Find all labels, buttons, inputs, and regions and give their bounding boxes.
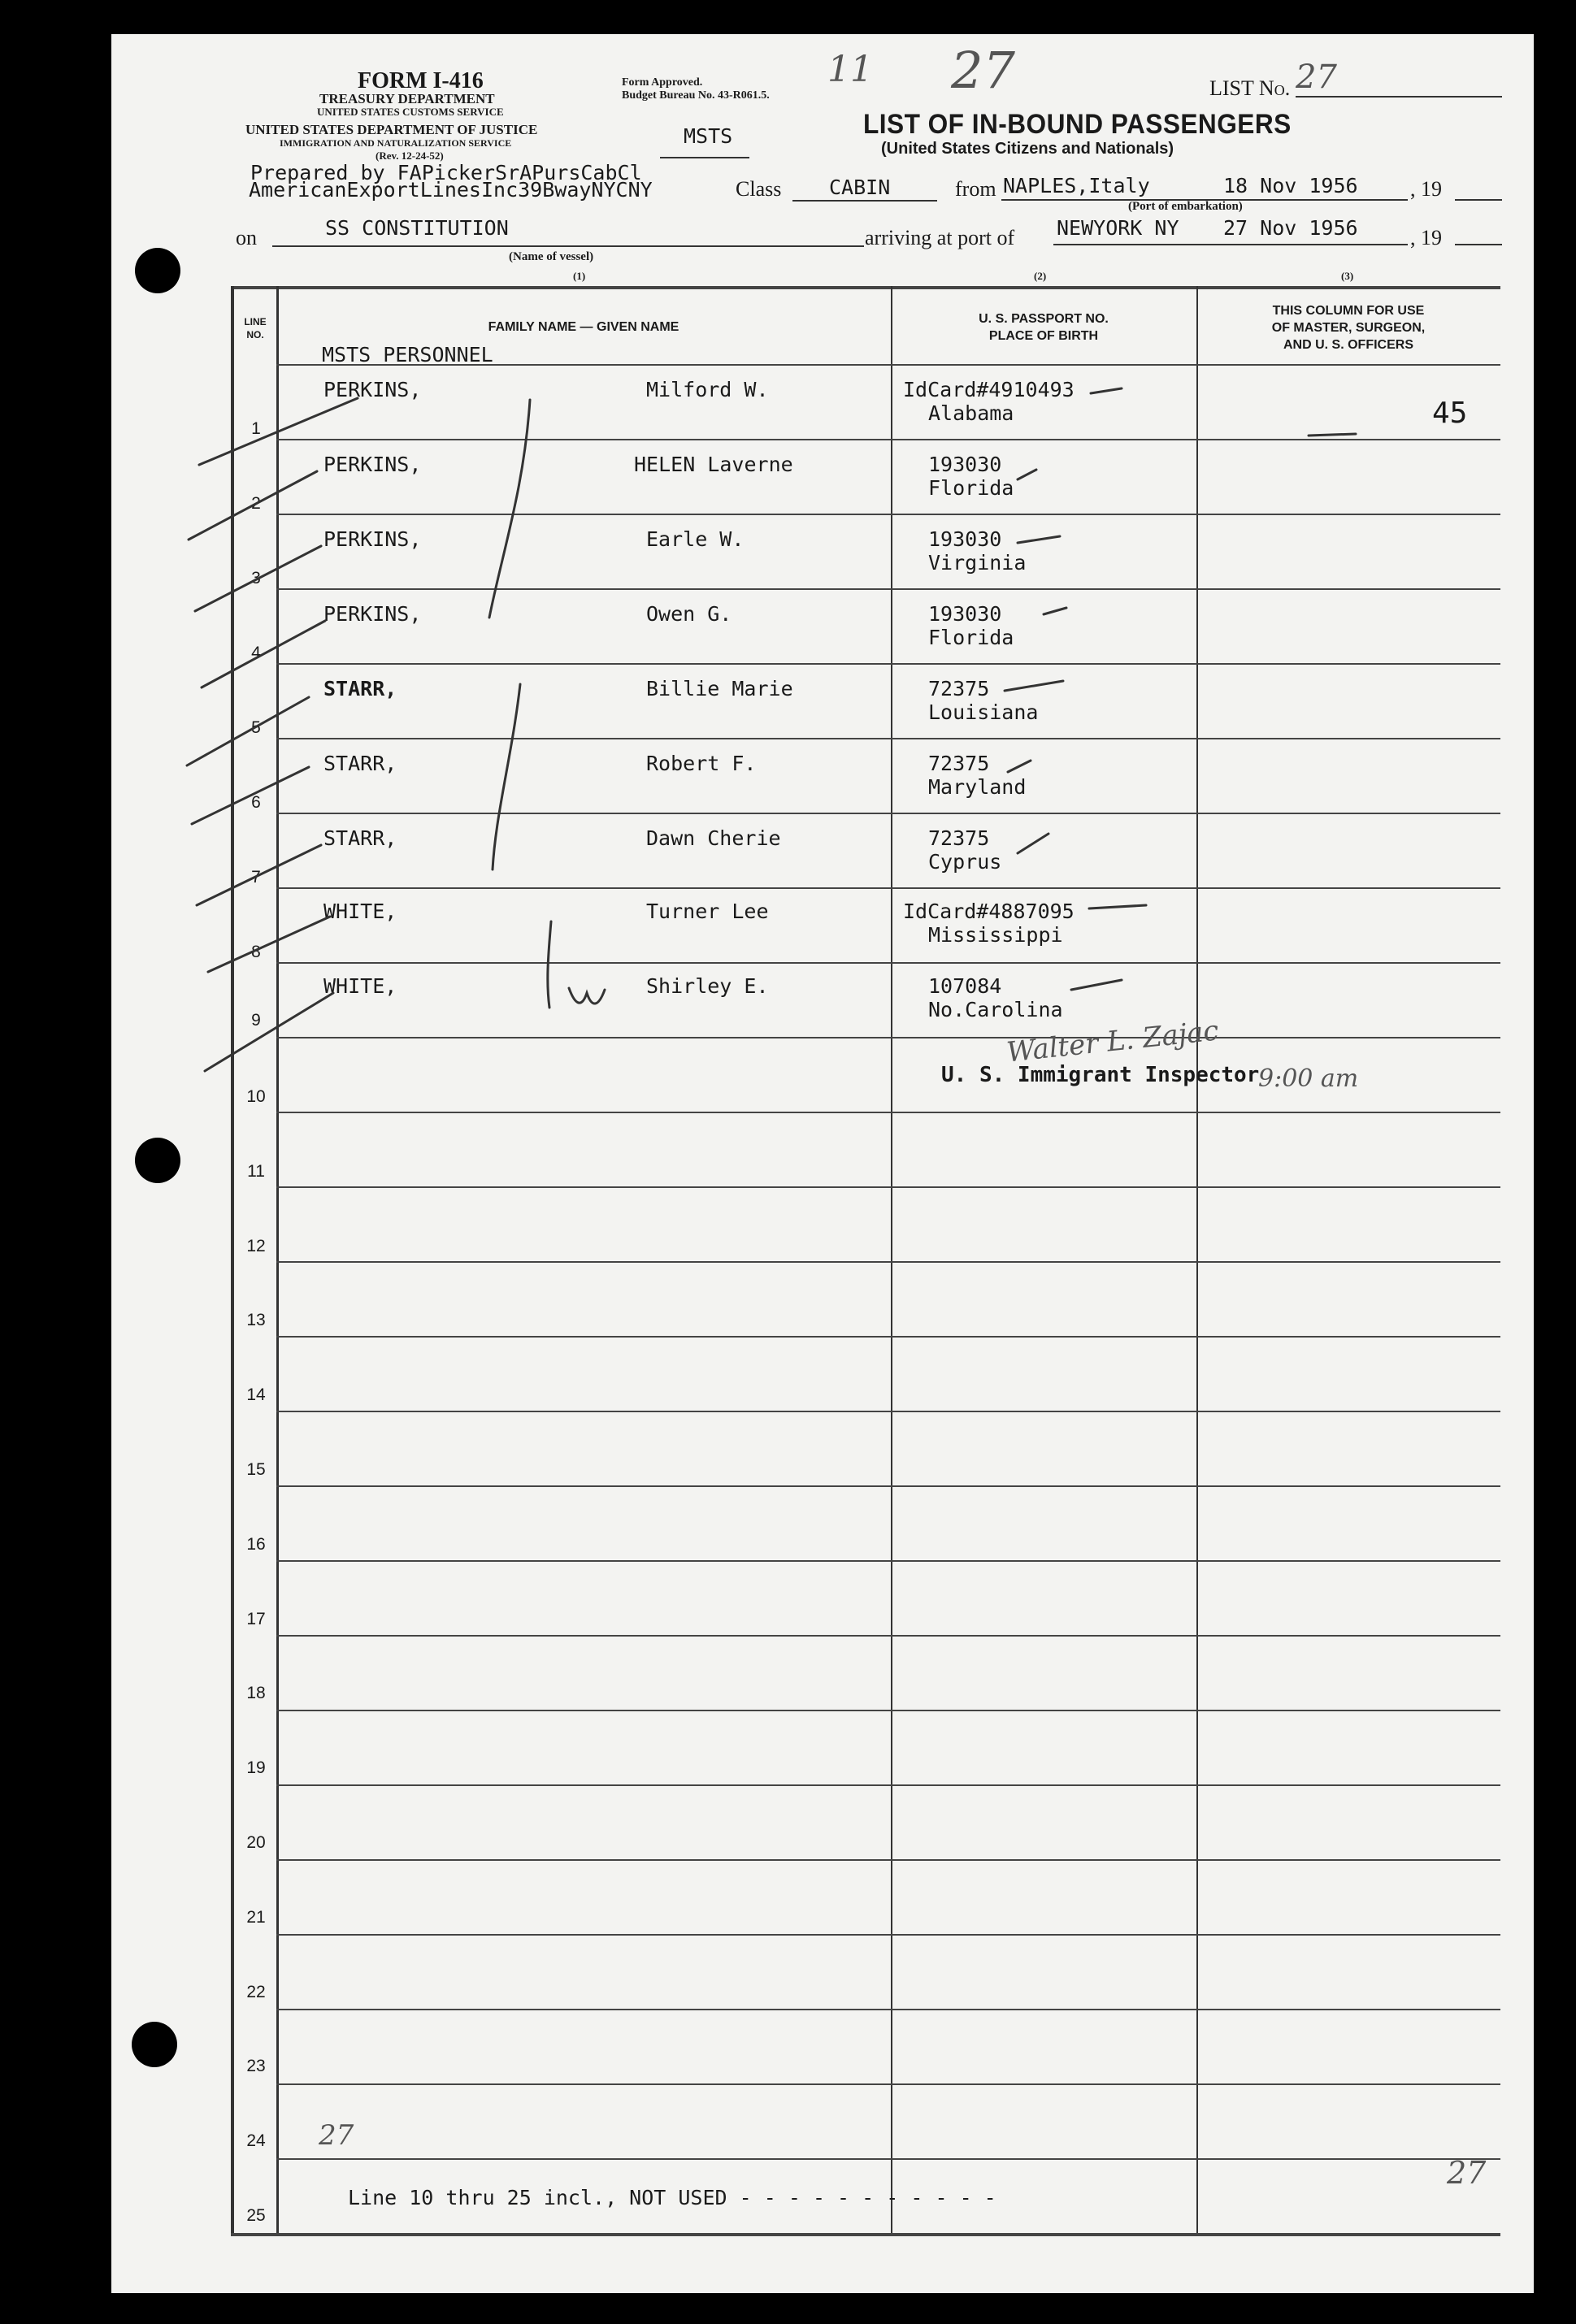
check-mark-1 [199,398,358,465]
passport-number: 72375 [928,826,990,850]
tick-passport-4 [1044,608,1066,614]
line-number: 19 [246,1758,266,1777]
treasury-label: TREASURY DEPARTMENT [319,91,495,106]
line-number: 17 [246,1610,266,1628]
from-label: from [955,177,996,201]
inspection-time: 9:00 am [1258,1064,1359,1093]
passport-number: 72375 [928,677,990,700]
line-number: 8 [251,943,261,961]
check-mark-8 [208,917,330,972]
given-name: Earle W. [646,527,745,551]
line-number: 16 [246,1535,266,1554]
line-number: 2 [251,494,261,513]
col3-header-b: OF MASTER, SURGEON, [1271,321,1426,335]
check-mark-5 [187,697,309,765]
line-number: 10 [246,1087,266,1106]
embark-port: NAPLES,Italy [1003,174,1150,197]
line-number: 14 [246,1385,266,1404]
form-subtitle: (United States Citizens and Nationals) [881,140,1174,158]
tick-passport-3 [1018,536,1060,543]
approval-label: Form Approved. [622,76,703,89]
tick-passport-2 [1018,470,1036,479]
given-name: Shirley E. [646,974,769,998]
form-number: FORM I-416 [358,68,484,93]
line-number: 5 [251,718,261,737]
passport-number: 193030 [928,602,1002,626]
arrival-year: , 19 [1410,226,1442,249]
prepared-by: Prepared by FAPickerSrAPursCabCl [250,161,642,184]
place-of-birth: Florida [928,626,1014,649]
white-initial [569,988,605,1004]
col3-number: (3) [1341,270,1354,282]
ins-label: IMMIGRATION AND NATURALIZATION SERVICE [280,137,512,149]
given-name: Billie Marie [646,677,793,700]
line-number: 11 [247,1162,265,1181]
handwritten-11: 11 [827,49,873,90]
passport-number: 193030 [928,453,1002,476]
vessel-name: SS CONSTITUTION [325,216,509,240]
line-number: 18 [246,1684,266,1702]
check-mark-6 [192,767,309,824]
line-number: 13 [246,1311,266,1329]
shipping-company: AmericanExportLinesInc39BwayNYCNY [249,178,653,202]
embark-year: , 19 [1410,177,1442,201]
footer-not-used-note: Line 10 thru 25 incl., NOT USED - - - - - - - - - - - [348,2186,996,2209]
line-number: 23 [246,2057,266,2075]
class-value: CABIN [829,176,891,199]
budget-bureau-label: Budget Bureau No. 43-R061.5. [622,89,770,102]
form-title: LIST OF IN-BOUND PASSENGERS [863,109,1292,140]
on-label: on [236,226,257,249]
family-name: PERKINS, [323,602,422,626]
check-mark-4 [202,621,325,687]
given-name: Owen G. [646,602,732,626]
place-of-birth: Mississippi [928,923,1063,947]
line-number: 15 [246,1460,266,1479]
tick-passport-1 [1091,388,1122,393]
bracket-perkins [489,400,530,618]
col2-header-passport: U. S. PASSPORT NO. [979,312,1109,326]
line-number: 9 [251,1011,261,1030]
col3-header-c: AND U. S. OFFICERS [1283,338,1413,352]
tick-passport-9 [1071,980,1122,990]
col1-number: (1) [573,270,586,282]
arrival-port: NEWYORK NY [1057,216,1179,240]
check-mark-9 [205,993,333,1071]
place-of-birth: Virginia [928,551,1027,574]
passport-number: 72375 [928,752,990,775]
family-name: STARR, [323,826,397,850]
handwritten-27-corner: 27 [1447,2155,1487,2191]
tick-passport-5 [1005,681,1063,691]
inspector-title: U. S. Immigrant Inspector [941,1063,1260,1087]
line-number: 7 [251,868,261,887]
bracket-white [548,921,551,1008]
line-number: 22 [246,1983,266,2001]
family-name: WHITE, [323,900,397,923]
class-label: Class [736,177,782,201]
line-no-header: LINE NO. [244,316,267,340]
col1-header: FAMILY NAME — GIVEN NAME [488,320,679,334]
handwritten-27-top: 27 [951,41,1015,100]
passport-number: IdCard#4887095 [903,900,1075,923]
place-of-birth: Louisiana [928,700,1039,724]
col2-number: (2) [1034,270,1047,282]
line-number: 25 [246,2206,266,2225]
arrival-date: 27 Nov 1956 [1223,216,1358,240]
line-number: 1 [251,419,261,438]
msts-stamp: MSTS [684,124,733,148]
line-number: 4 [251,644,261,662]
place-of-birth: Alabama [928,401,1014,425]
tick-passport-7 [1018,834,1048,853]
col2-header-birth: PLACE OF BIRTH [988,329,1099,343]
line-number: 20 [246,1833,266,1852]
place-of-birth: No.Carolina [928,998,1063,1021]
given-name: HELEN Laverne [634,453,793,476]
officer-count: 45 [1432,397,1468,430]
list-number-value: 27 [1296,59,1337,96]
line-number: 6 [251,793,261,812]
rev-label: (Rev. 12-24-52) [376,150,444,162]
list-number-label: LIST No. [1209,76,1291,100]
tick-passport-6 [1008,761,1031,772]
bracket-starr [493,684,520,869]
family-name: PERKINS, [323,527,422,551]
dash-mark-officer [1309,434,1356,436]
justice-label: UNITED STATES DEPARTMENT OF JUSTICE [245,122,538,137]
embark-caption: (Port of embarkation) [1128,200,1243,213]
given-name: Turner Lee [646,900,769,923]
col3-header-a: THIS COLUMN FOR USE [1272,304,1425,318]
passport-number: IdCard#4910493 [903,378,1075,401]
place-of-birth: Maryland [928,775,1027,799]
line-number: 21 [246,1908,266,1927]
line-number: 24 [246,2131,266,2150]
family-name: PERKINS, [323,453,422,476]
place-of-birth: Florida [928,476,1014,500]
arriving-label: arriving at port of [865,226,1015,249]
line-number: 3 [251,569,261,588]
given-name: Dawn Cherie [646,826,781,850]
handwritten-27-line24: 27 [319,2119,354,2152]
customs-label: UNITED STATES CUSTOMS SERVICE [317,106,504,118]
given-name: Milford W. [646,378,769,401]
tick-passport-8 [1089,905,1146,908]
passport-number: 107084 [928,974,1002,998]
group-label: MSTS PERSONNEL [322,343,493,366]
line-number: 12 [246,1237,266,1255]
check-mark-3 [195,546,321,611]
embark-date: 18 Nov 1956 [1223,174,1358,197]
given-name: Robert F. [646,752,757,775]
vessel-caption: (Name of vessel) [509,250,594,263]
family-name: STARR, [323,677,397,700]
place-of-birth: Cyprus [928,850,1002,874]
family-name: PERKINS, [323,378,422,401]
family-name: WHITE, [323,974,397,998]
family-name: STARR, [323,752,397,775]
passport-number: 193030 [928,527,1002,551]
check-mark-7 [197,845,321,905]
check-mark-2 [189,471,317,540]
inspector-signature: Walter L. Zajac [1005,1014,1221,1069]
